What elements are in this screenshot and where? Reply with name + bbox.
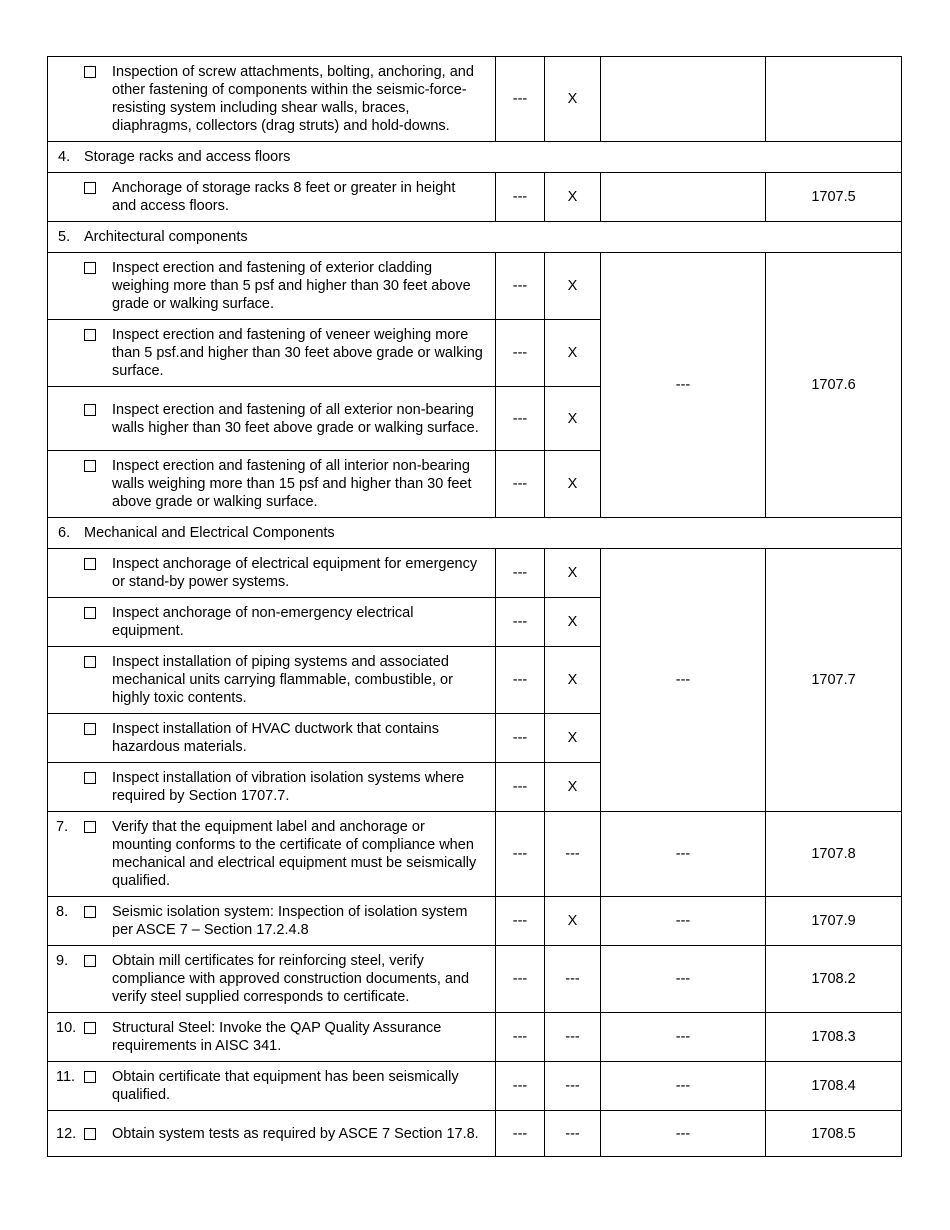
col4-cell bbox=[601, 173, 766, 222]
col5-cell: 1708.3 bbox=[766, 1013, 902, 1062]
item-text: Obtain system tests as required by ASCE 7 Section 17.8. bbox=[112, 1125, 479, 1142]
col5-cell: 1707.7 bbox=[766, 549, 902, 812]
checkbox[interactable] bbox=[84, 821, 96, 833]
item-text: Inspect installation of piping systems and associated mechanical units carrying flammable, combustible, or highly toxic contents. bbox=[112, 654, 453, 706]
item-text: Inspect erection and fastening of all interior non-bearing walls weighing more than 15 psf and higher than 30 feet above grade or walking surface. bbox=[112, 458, 472, 510]
col4-cell: --- bbox=[601, 1062, 766, 1111]
section-title: Mechanical and Electrical Components bbox=[84, 525, 335, 541]
checkbox[interactable] bbox=[84, 1071, 96, 1083]
item-number: 10. bbox=[56, 1020, 77, 1036]
item-text: Verify that the equipment label and anchorage or mounting conforms to the certificate of compliance when mechanical and electrical equipment must be seismically qualified. bbox=[112, 819, 477, 889]
col2-cell: --- bbox=[496, 647, 545, 714]
checkbox[interactable] bbox=[84, 404, 96, 416]
col3-cell: X bbox=[545, 714, 601, 763]
item-number: 9. bbox=[56, 953, 69, 969]
col3-cell: X bbox=[545, 451, 601, 518]
table-row bbox=[48, 812, 902, 897]
section-number: 6. bbox=[58, 525, 71, 541]
col3-cell: --- bbox=[545, 1062, 601, 1111]
col2-cell: --- bbox=[496, 253, 545, 320]
col2-cell: --- bbox=[496, 57, 545, 142]
checkbox[interactable] bbox=[84, 607, 96, 619]
item-text: Seismic isolation system: Inspection of isolation system per ASCE 7 – Section 17.2.4.8 bbox=[112, 904, 468, 938]
item-text: Obtain certificate that equipment has been seismically qualified. bbox=[112, 1069, 459, 1103]
col4-cell: --- bbox=[601, 1013, 766, 1062]
col2-cell: --- bbox=[496, 1062, 545, 1111]
table-row bbox=[48, 1111, 902, 1157]
checkbox[interactable] bbox=[84, 723, 96, 735]
col3-cell: X bbox=[545, 763, 601, 812]
table-row bbox=[48, 57, 902, 142]
table-row bbox=[48, 253, 902, 320]
item-text: Inspect installation of vibration isolation systems where required by Section 1707.7. bbox=[112, 770, 465, 804]
item-number: 12. bbox=[56, 1125, 77, 1142]
checkbox[interactable] bbox=[84, 66, 96, 78]
table-row bbox=[48, 1013, 902, 1062]
checkbox[interactable] bbox=[84, 772, 96, 784]
col3-cell: X bbox=[545, 387, 601, 451]
col4-cell: --- bbox=[601, 549, 766, 812]
col3-cell: X bbox=[545, 57, 601, 142]
col2-cell: --- bbox=[496, 598, 545, 647]
col2-cell: --- bbox=[496, 946, 545, 1013]
col3-cell: X bbox=[545, 598, 601, 647]
item-text: Inspect erection and fastening of veneer weighing more than 5 psf.and higher than 30 feet above grade or walking surface. bbox=[112, 327, 483, 379]
col4-cell: --- bbox=[601, 812, 766, 897]
checkbox[interactable] bbox=[84, 182, 96, 194]
col5-cell: 1708.5 bbox=[766, 1111, 902, 1157]
col5-cell: 1707.6 bbox=[766, 253, 902, 518]
item-text: Inspect anchorage of electrical equipment for emergency or stand-by power systems. bbox=[112, 556, 478, 590]
col3-cell: X bbox=[545, 173, 601, 222]
col5-cell: 1708.2 bbox=[766, 946, 902, 1013]
checkbox[interactable] bbox=[84, 329, 96, 341]
item-text: Structural Steel: Invoke the QAP Quality Assurance requirements in AISC 341. bbox=[112, 1020, 442, 1054]
section-header-row bbox=[48, 222, 902, 253]
item-text: Inspection of screw attachments, bolting, anchoring, and other fastening of components within the seismic-force-resisting system including shear walls, braces, diaphragms, collectors (drag struts) and hold-downs. bbox=[112, 64, 474, 134]
item-text: Anchorage of storage racks 8 feet or greater in height and access floors. bbox=[112, 180, 456, 214]
col3-cell: X bbox=[545, 253, 601, 320]
col3-cell: X bbox=[545, 320, 601, 387]
section-header-row bbox=[48, 142, 902, 173]
col5-cell: 1708.4 bbox=[766, 1062, 902, 1111]
item-text: Inspect anchorage of non-emergency electrical equipment. bbox=[112, 605, 414, 639]
item-text: Inspect erection and fastening of all exterior non-bearing walls higher than 30 feet above grade or walking surface. bbox=[112, 401, 479, 436]
section-number: 5. bbox=[58, 229, 71, 245]
item-text: Inspect erection and fastening of exterior cladding weighing more than 5 psf and higher than 30 feet above grade or walking surface. bbox=[112, 260, 471, 312]
table-row bbox=[48, 946, 902, 1013]
col5-cell bbox=[766, 57, 902, 142]
col2-cell: --- bbox=[496, 549, 545, 598]
col3-cell: --- bbox=[545, 946, 601, 1013]
col2-cell: --- bbox=[496, 1013, 545, 1062]
checkbox[interactable] bbox=[84, 262, 96, 274]
col3-cell: X bbox=[545, 897, 601, 946]
checkbox[interactable] bbox=[84, 1022, 96, 1034]
section-header-row bbox=[48, 518, 902, 549]
table-row bbox=[48, 897, 902, 946]
col5-cell: 1707.5 bbox=[766, 173, 902, 222]
item-text: Obtain mill certificates for reinforcing steel, verify compliance with approved construction documents, and verify steel supplied corresponds to certificate. bbox=[112, 953, 470, 1005]
col2-cell: --- bbox=[496, 812, 545, 897]
col3-cell: X bbox=[545, 647, 601, 714]
checkbox[interactable] bbox=[84, 656, 96, 668]
col5-cell: 1707.8 bbox=[766, 812, 902, 897]
item-number: 8. bbox=[56, 904, 69, 920]
col2-cell: --- bbox=[496, 763, 545, 812]
col3-cell: --- bbox=[545, 1013, 601, 1062]
col3-cell: X bbox=[545, 549, 601, 598]
col4-cell: --- bbox=[601, 946, 766, 1013]
section-title: Architectural components bbox=[84, 229, 248, 245]
col2-cell: --- bbox=[496, 173, 545, 222]
col4-cell: --- bbox=[601, 1111, 766, 1157]
col2-cell: --- bbox=[496, 451, 545, 518]
col2-cell: --- bbox=[496, 1111, 545, 1157]
col2-cell: --- bbox=[496, 320, 545, 387]
col2-cell: --- bbox=[496, 897, 545, 946]
col3-cell: --- bbox=[545, 812, 601, 897]
item-number: 11. bbox=[56, 1069, 76, 1085]
checkbox[interactable] bbox=[84, 906, 96, 918]
table-row bbox=[48, 173, 902, 222]
checkbox[interactable] bbox=[84, 1128, 96, 1140]
item-text: Inspect installation of HVAC ductwork that contains hazardous materials. bbox=[112, 721, 439, 755]
checkbox[interactable] bbox=[84, 558, 96, 570]
table-row bbox=[48, 549, 902, 598]
col2-cell: --- bbox=[496, 714, 545, 763]
col5-cell: 1707.9 bbox=[766, 897, 902, 946]
col4-cell bbox=[601, 57, 766, 142]
item-number: 7. bbox=[56, 819, 69, 835]
section-title: Storage racks and access floors bbox=[84, 149, 291, 165]
col4-cell: --- bbox=[601, 897, 766, 946]
col4-cell: --- bbox=[601, 253, 766, 518]
checkbox[interactable] bbox=[84, 955, 96, 967]
section-number: 4. bbox=[58, 149, 71, 165]
checkbox[interactable] bbox=[84, 460, 96, 472]
col2-cell: --- bbox=[496, 387, 545, 451]
table-row bbox=[48, 1062, 902, 1111]
col3-cell: --- bbox=[545, 1111, 601, 1157]
inspection-table bbox=[47, 56, 902, 1157]
